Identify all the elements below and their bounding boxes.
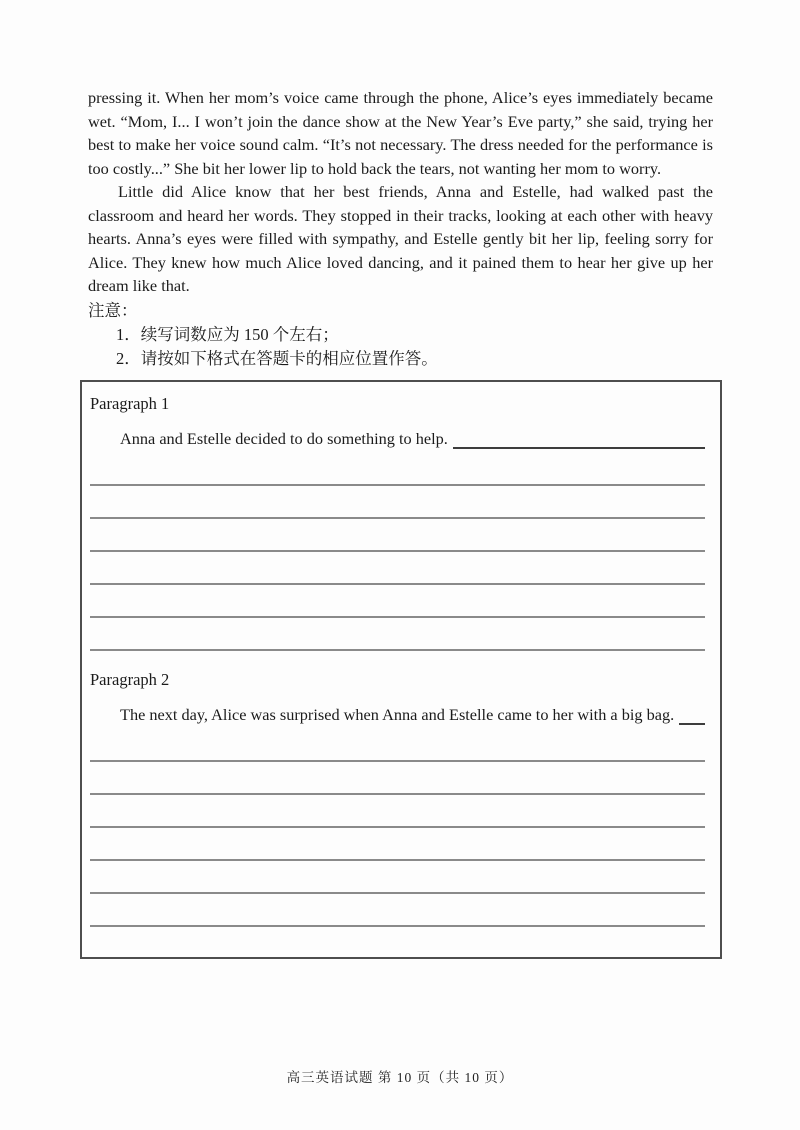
story-paragraph-2: Little did Alice know that her best friends, Anna and Estelle, had walked past the classroom and heard her words. They stopped in their tracks, looking at each other with heavy hearts. Anna’s eyes were filled with sympathy, and Estelle gently bit her lip, feeling sorry for Alice. They knew how much Alice loved dancing, and it pained them to hear her give up her dream like that. — [88, 182, 713, 295]
writing-line — [90, 519, 705, 552]
writing-line — [90, 762, 705, 795]
paragraph-1-section — [90, 393, 705, 651]
writing-line — [90, 486, 705, 519]
page-content — [88, 86, 713, 959]
paragraph-2-section — [90, 669, 705, 927]
writing-line — [90, 729, 705, 762]
answer-sheet-box — [80, 380, 722, 959]
story-paragraph-continuation: pressing it. When her mom’s voice came through the phone, Alice’s eyes immediately became wet. “Mom, I... I won’t join the dance show at the New Year’s Eve party,” she said, trying her best to make her voice sound calm. “It’s not necessary. The dress needed for the performance is too costly...” She bit her lower lip to hold back the tears, not wanting her mom to worry. — [88, 88, 713, 178]
paragraph-2-opening-line — [90, 704, 705, 725]
writing-line — [90, 552, 705, 585]
page-footer: 高三英语试题 第 10 页（共 10 页） — [286, 1070, 514, 1085]
paragraph-1-blank-lines — [90, 453, 705, 651]
writing-line — [90, 618, 705, 651]
notice-item-1: 1．续写词数应为 150 个左右； — [116, 324, 339, 344]
writing-line — [90, 453, 705, 486]
paragraph-1-opening-line — [90, 428, 705, 449]
writing-line — [90, 894, 705, 927]
paragraph-2-blank-lines — [90, 729, 705, 927]
writing-line — [90, 861, 705, 894]
notice-label: 注意： — [88, 300, 138, 320]
writing-line — [90, 828, 705, 861]
notice-item-2: 2．请按如下格式在答题卡的相应位置作答。 — [116, 348, 438, 368]
paragraph-2-writing-rule — [679, 721, 705, 725]
paragraph-1-writing-rule — [453, 445, 705, 449]
writing-line — [90, 585, 705, 618]
paragraph-2-label: Paragraph 2 — [90, 669, 170, 689]
paragraph-1-opening-text: Anna and Estelle decided to do something to help. — [120, 428, 448, 448]
writing-line — [90, 795, 705, 828]
paragraph-1-label: Paragraph 1 — [90, 393, 170, 413]
paragraph-2-opening-text: The next day, Alice was surprised when Anna and Estelle came to her with a big bag. — [120, 704, 675, 724]
